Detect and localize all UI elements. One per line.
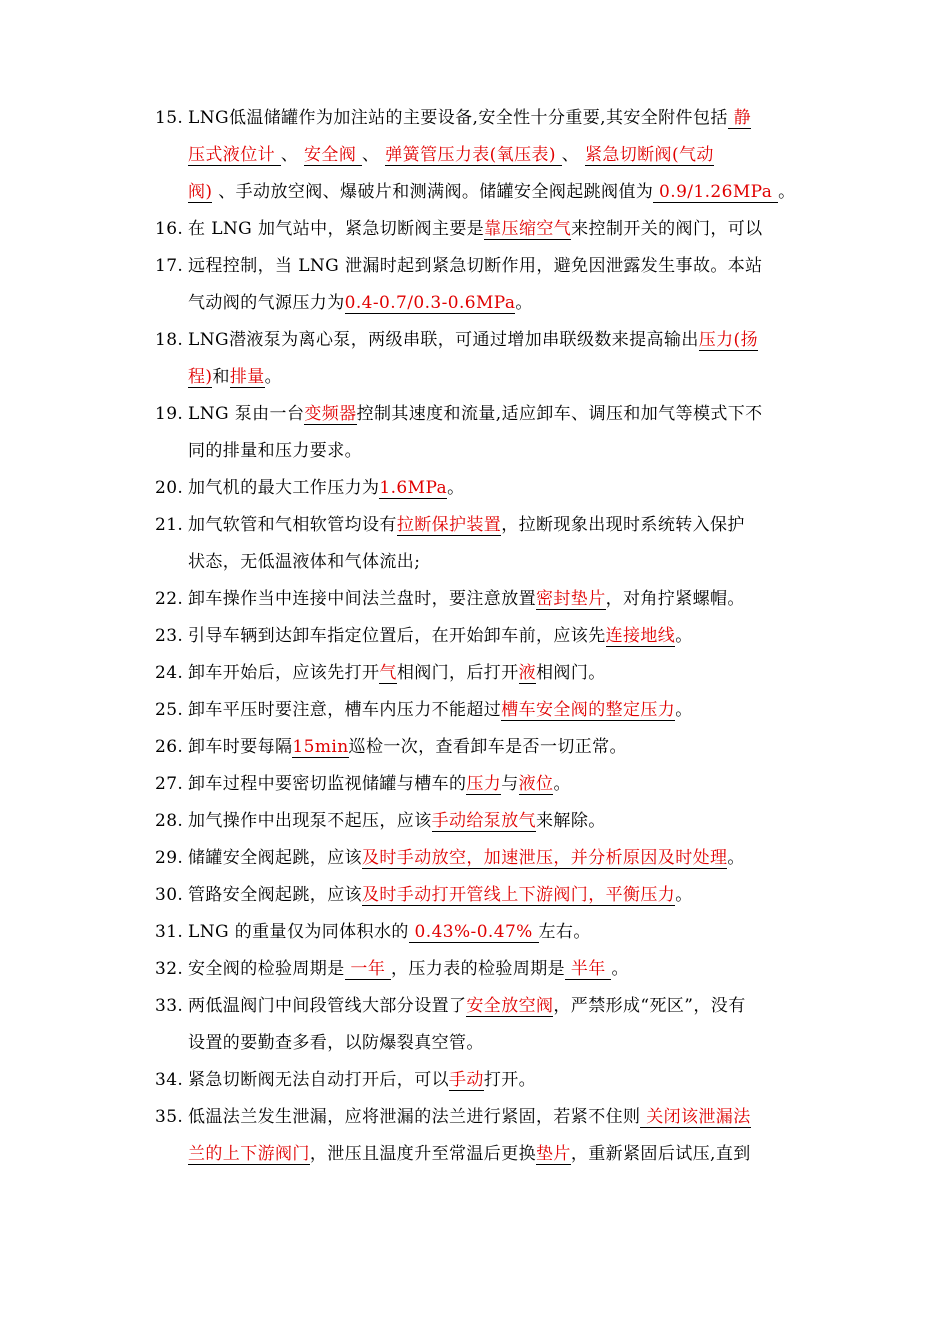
question-line [155, 803, 815, 840]
question-item [155, 988, 815, 1062]
question-line [155, 951, 815, 988]
question-text: 相阀门。 [536, 663, 606, 683]
question-line [155, 470, 815, 507]
question-text: 打开。 [483, 1070, 537, 1090]
question-line [155, 137, 815, 174]
answer-blank: 液 [518, 663, 537, 683]
question-text: 同的排量和压力要求。 [188, 441, 362, 461]
question-text: ，重新紧固后试压,直到 [570, 1144, 751, 1164]
question-text: 、 [561, 145, 585, 165]
question-number: 27. [155, 774, 184, 794]
answer-blank: 0.9/1.26MPa [653, 182, 779, 202]
question-text: ，对角拧紧螺帽。 [605, 589, 745, 609]
question-item [155, 100, 815, 211]
question-text: 来控制开关的阀门，可以 [571, 219, 763, 239]
question-text: 。 [515, 293, 533, 313]
question-item [155, 655, 815, 692]
question-number: 17. [155, 256, 184, 276]
answer-blank: 手动 [449, 1070, 484, 1090]
question-text: 。 [447, 478, 465, 498]
question-text: 控制其速度和流量,适应卸车、调压和加气等模式下不 [356, 404, 763, 424]
question-text: 安全阀的检验周期是 [188, 959, 345, 979]
question-text: 在 LNG 加气站中，紧急切断阀主要是 [188, 219, 485, 239]
question-text: 、 [280, 145, 305, 165]
question-text: 和 [212, 367, 230, 387]
question-line [155, 1062, 815, 1099]
question-number: 33. [155, 996, 184, 1016]
answer-blank: 压力 [466, 774, 502, 794]
question-item [155, 766, 815, 803]
answer-blank: 阀) [188, 182, 213, 202]
answer-blank: 连接地线 [605, 626, 676, 646]
question-number: 31. [155, 922, 184, 942]
question-number: 30. [155, 885, 184, 905]
question-text: 。 [264, 367, 283, 387]
question-text: LNG潜液泵为离心泵，两级串联，可通过增加串联级数来提高输出 [188, 330, 699, 350]
question-text: 、 [362, 145, 386, 165]
answer-blank: 0.4-0.7/0.3-0.6MPa [344, 293, 516, 313]
question-text: 。 [611, 959, 629, 979]
answer-blank: 1.6MPa [379, 478, 448, 498]
question-line [155, 618, 815, 655]
question-text: 卸车平压时要注意，槽车内压力不能超过 [188, 700, 502, 720]
question-text: ，拉断现象出现时系统转入保护 [501, 515, 745, 535]
answer-blank: 0.43%-0.47% [408, 922, 539, 942]
question-number: 21. [155, 515, 184, 535]
question-line [155, 766, 815, 803]
answer-blank: 静 [727, 108, 751, 128]
answer-blank: 靠压缩空气 [484, 219, 572, 239]
question-item [155, 1099, 815, 1173]
question-number: 25. [155, 700, 184, 720]
answer-blank: 拉断保护装置 [396, 515, 502, 535]
question-number: 35. [155, 1107, 184, 1127]
question-text: 管路安全阀起跳，应该 [188, 885, 362, 905]
question-line [155, 211, 815, 248]
question-text: 。 [675, 626, 693, 646]
question-line [155, 1099, 815, 1136]
question-line [155, 692, 815, 729]
answer-blank: 垫片 [536, 1144, 571, 1164]
answer-blank: 15min [292, 737, 349, 757]
question-line [155, 914, 815, 951]
answer-blank: 关闭该泄漏法 [640, 1107, 751, 1127]
question-item [155, 396, 815, 470]
answer-blank: 紧急切断阀(气动 [584, 145, 714, 165]
question-text: 引导车辆到达卸车指定位置后，在开始卸车前，应该先 [188, 626, 606, 646]
question-item [155, 322, 815, 396]
question-item [155, 211, 815, 248]
answer-blank: 压力(扬 [698, 330, 758, 350]
question-text: 来解除。 [536, 811, 606, 831]
question-line [155, 1136, 815, 1173]
question-item [155, 914, 815, 951]
question-number: 15. [155, 108, 184, 128]
answer-blank: 半年 [565, 959, 612, 979]
question-text: 。 [727, 848, 745, 868]
question-item [155, 951, 815, 988]
question-item [155, 803, 815, 840]
question-text: LNG 泵由一台 [188, 404, 305, 424]
question-line [155, 840, 815, 877]
question-line [155, 100, 815, 137]
question-number: 32. [155, 959, 184, 979]
question-text: 加气软管和气相软管均设有 [188, 515, 397, 535]
question-item [155, 618, 815, 655]
question-number: 34. [155, 1070, 184, 1090]
question-line [155, 507, 815, 544]
question-item [155, 581, 815, 618]
answer-blank: 安全放空阀 [466, 996, 554, 1016]
question-number: 18. [155, 330, 184, 350]
question-text: 与 [501, 774, 519, 794]
question-item [155, 840, 815, 877]
question-number: 19. [155, 404, 184, 424]
answer-blank: 及时手动打开管线上下游阀门，平衡压力 [362, 885, 676, 905]
answer-blank: 变频器 [304, 404, 357, 424]
question-line [155, 877, 815, 914]
question-number: 29. [155, 848, 184, 868]
question-text: ，严禁形成“死区”，没有 [553, 996, 746, 1016]
answer-blank: 压式液位计 [188, 145, 281, 165]
question-text: LNG低温储罐作为加注站的主要设备,安全性十分重要,其安全附件包括 [188, 108, 728, 128]
question-line [155, 285, 815, 322]
question-line [155, 174, 815, 211]
question-text: 两低温阀门中间段管线大部分设置了 [188, 996, 467, 1016]
question-line [155, 248, 815, 285]
question-item [155, 470, 815, 507]
question-text: 加气操作中出现泵不起压，应该 [188, 811, 432, 831]
answer-blank: 兰的上下游阀门 [188, 1144, 310, 1164]
question-text: 卸车过程中要密切监视储罐与槽车的 [188, 774, 467, 794]
question-text: 远程控制，当 LNG 泄漏时起到紧急切断作用，避免因泄露发生事故。本站 [188, 256, 763, 276]
answer-blank: 程) [188, 367, 213, 387]
question-text: 储罐安全阀起跳，应该 [188, 848, 362, 868]
question-text: 。 [675, 700, 693, 720]
question-line [155, 433, 815, 470]
question-text: 卸车时要每隔 [188, 737, 293, 757]
question-text: 卸车开始后，应该先打开 [188, 663, 380, 683]
question-text: 。 [675, 885, 693, 905]
question-text: 状态，无低温液体和气体流出; [188, 552, 421, 572]
question-number: 16. [155, 219, 184, 239]
question-number: 20. [155, 478, 184, 498]
answer-blank: 弹簧管压力表(氧压表) [385, 145, 562, 165]
question-text: 低温法兰发生泄漏，应将泄漏的法兰进行紧固，若紧不住则 [188, 1107, 641, 1127]
question-number: 24. [155, 663, 184, 683]
question-text: 、手动放空阀、爆破片和测满阀。储罐安全阀起跳阀值为 [212, 182, 654, 202]
question-line [155, 729, 815, 766]
question-item [155, 692, 815, 729]
question-line [155, 988, 815, 1025]
answer-blank: 槽车安全阀的整定压力 [501, 700, 676, 720]
question-text: 设置的要勤查多看，以防爆裂真空管。 [188, 1033, 484, 1053]
question-text: 紧急切断阀无法自动打开后，可以 [188, 1070, 449, 1090]
answer-blank: 密封垫片 [536, 589, 606, 609]
question-text: 巡检一次，查看卸车是否一切正常。 [348, 737, 627, 757]
question-line [155, 581, 815, 618]
answer-blank: 气 [379, 663, 397, 683]
answer-blank: 手动给泵放气 [431, 811, 537, 831]
answer-blank: 排量 [229, 367, 265, 387]
question-number: 28. [155, 811, 184, 831]
question-text: 。 [778, 182, 796, 202]
question-text: 相阀门，后打开 [396, 663, 519, 683]
answer-blank: 及时手动放空，加速泄压，并分析原因及时处理 [362, 848, 728, 868]
question-number: 26. [155, 737, 184, 757]
question-line [155, 1025, 815, 1062]
question-text: 卸车操作当中连接中间法兰盘时，要注意放置 [188, 589, 536, 609]
question-line [155, 322, 815, 359]
question-line [155, 655, 815, 692]
question-text: ，泄压且温度升至常温后更换 [309, 1144, 537, 1164]
answer-blank: 一年 [344, 959, 392, 979]
question-text: ，压力表的检验周期是 [391, 959, 566, 979]
question-text: 气动阀的气源压力为 [188, 293, 345, 313]
question-item [155, 729, 815, 766]
question-line [155, 359, 815, 396]
question-line [155, 544, 815, 581]
question-text: LNG 的重量仅为同体积水的 [188, 922, 409, 942]
question-text: 左右。 [538, 922, 591, 942]
answer-blank: 液位 [518, 774, 554, 794]
question-text: 。 [553, 774, 571, 794]
question-item [155, 248, 815, 322]
question-line [155, 396, 815, 433]
question-item [155, 877, 815, 914]
question-item [155, 507, 815, 581]
answer-blank: 安全阀 [304, 145, 363, 165]
question-text: 加气机的最大工作压力为 [188, 478, 380, 498]
question-item [155, 1062, 815, 1099]
question-number: 23. [155, 626, 184, 646]
question-number: 22. [155, 589, 184, 609]
